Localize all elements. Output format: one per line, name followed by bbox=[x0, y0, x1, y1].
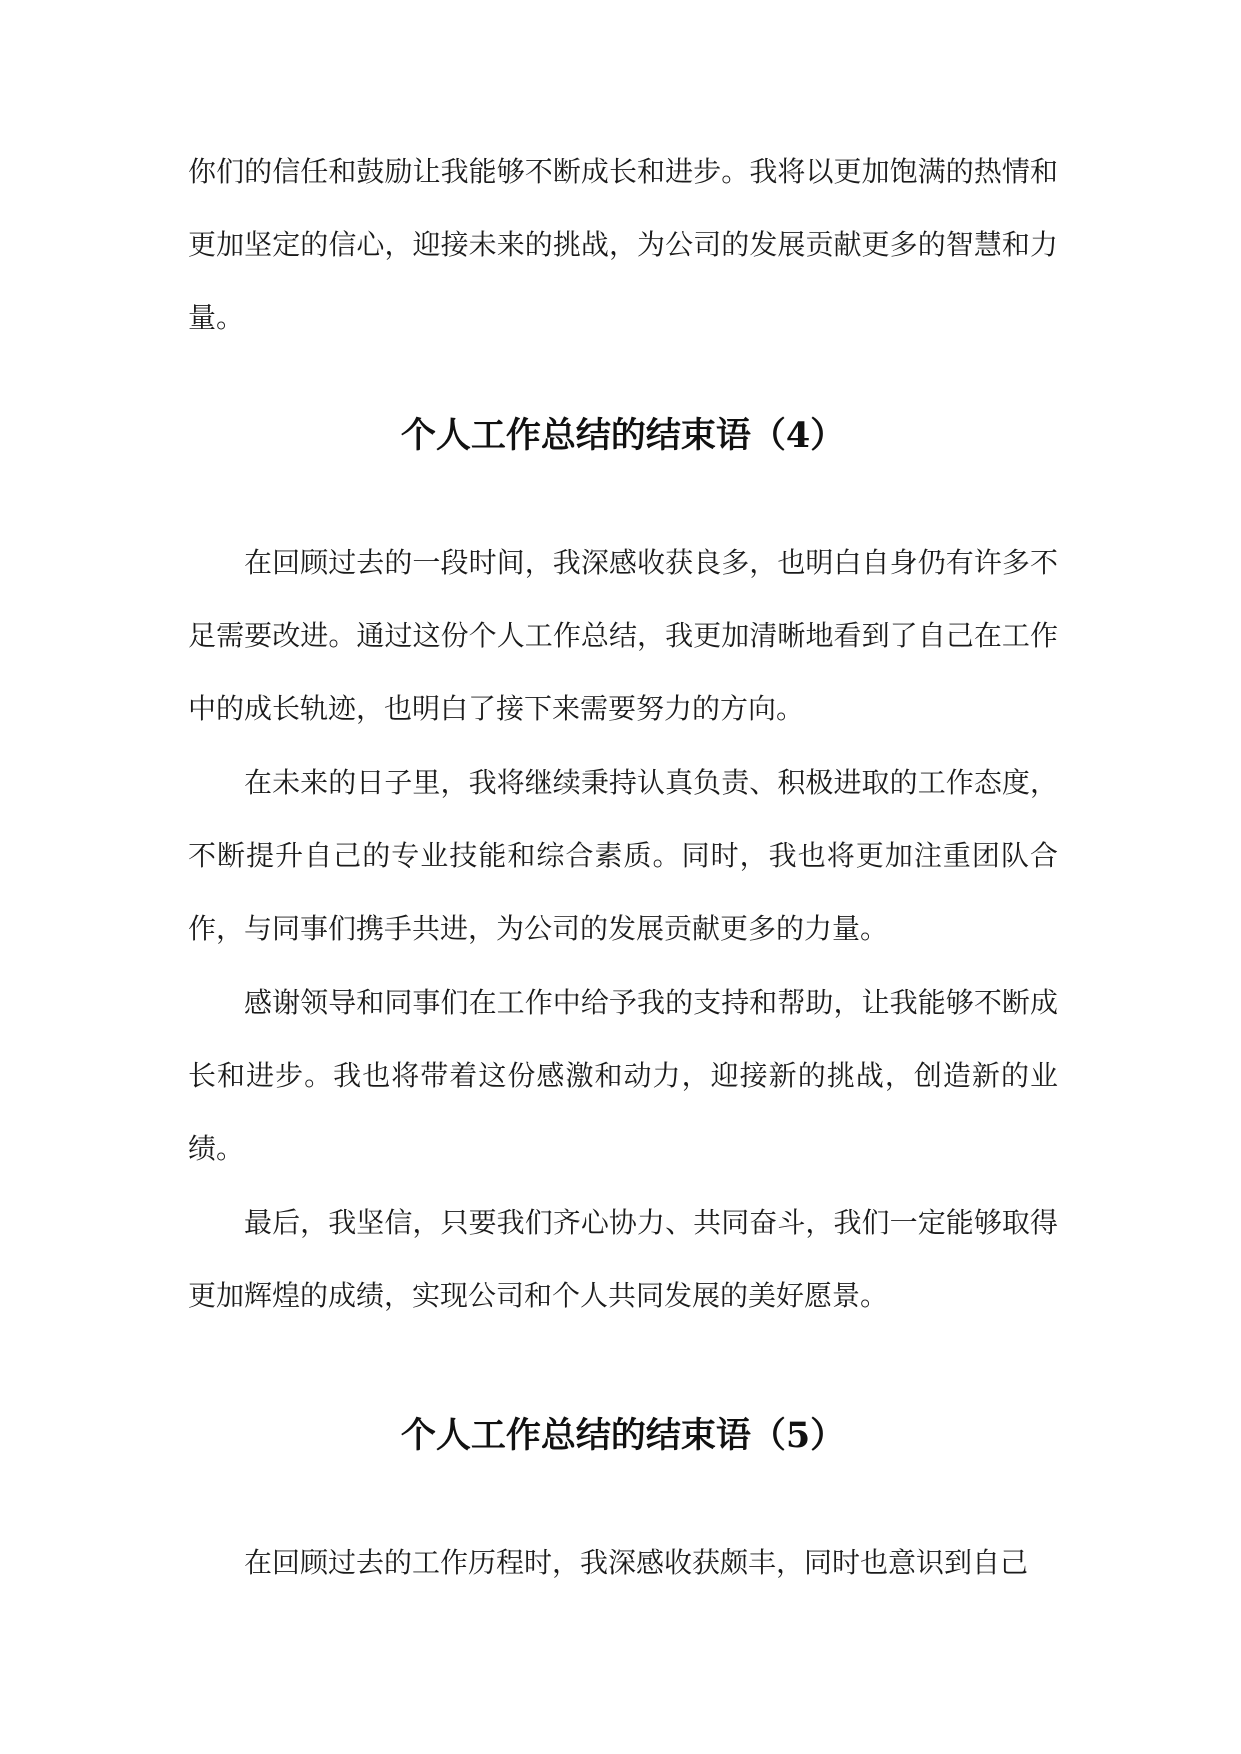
intro-paragraph: 你们的信任和鼓励让我能够不断成长和进步。我将以更加饱满的热情和更加坚定的信心，迎接未来的挑战，为公司的发展贡献更多的智慧和力量。 bbox=[188, 155, 1058, 334]
section-4-paragraph-4: 最后，我坚信，只要我们齐心协力、共同奋斗，我们一定能够取得更加辉煌的成绩，实现公司和个人共同发展的美好愿景。 bbox=[188, 1206, 1058, 1312]
section-5-paragraph-1: 在回顾过去的工作历程时，我深感收获颇丰，同时也意识到自己 bbox=[244, 1546, 1029, 1579]
section-4-paragraph-3: 感谢领导和同事们在工作中给予我的支持和帮助，让我能够不断成长和进步。我也将带着这份感激和动力，迎接新的挑战，创造新的业绩。 bbox=[188, 986, 1058, 1165]
section-4-title: 个人工作总结的结束语（4） bbox=[400, 415, 846, 456]
section-4-paragraph-2: 在未来的日子里，我将继续秉持认真负责、积极进取的工作态度，不断提升自己的专业技能和综合素质。同时，我也将更加注重团队合作，与同事们携手共进，为公司的发展贡献更多的力量。 bbox=[188, 766, 1058, 945]
section-5-title: 个人工作总结的结束语（5） bbox=[400, 1415, 846, 1456]
section-4-paragraph-1: 在回顾过去的一段时间，我深感收获良多，也明白自身仍有许多不足需要改进。通过这份个人工作总结，我更加清晰地看到了自己在工作中的成长轨迹，也明白了接下来需要努力的方向。 bbox=[188, 546, 1058, 725]
